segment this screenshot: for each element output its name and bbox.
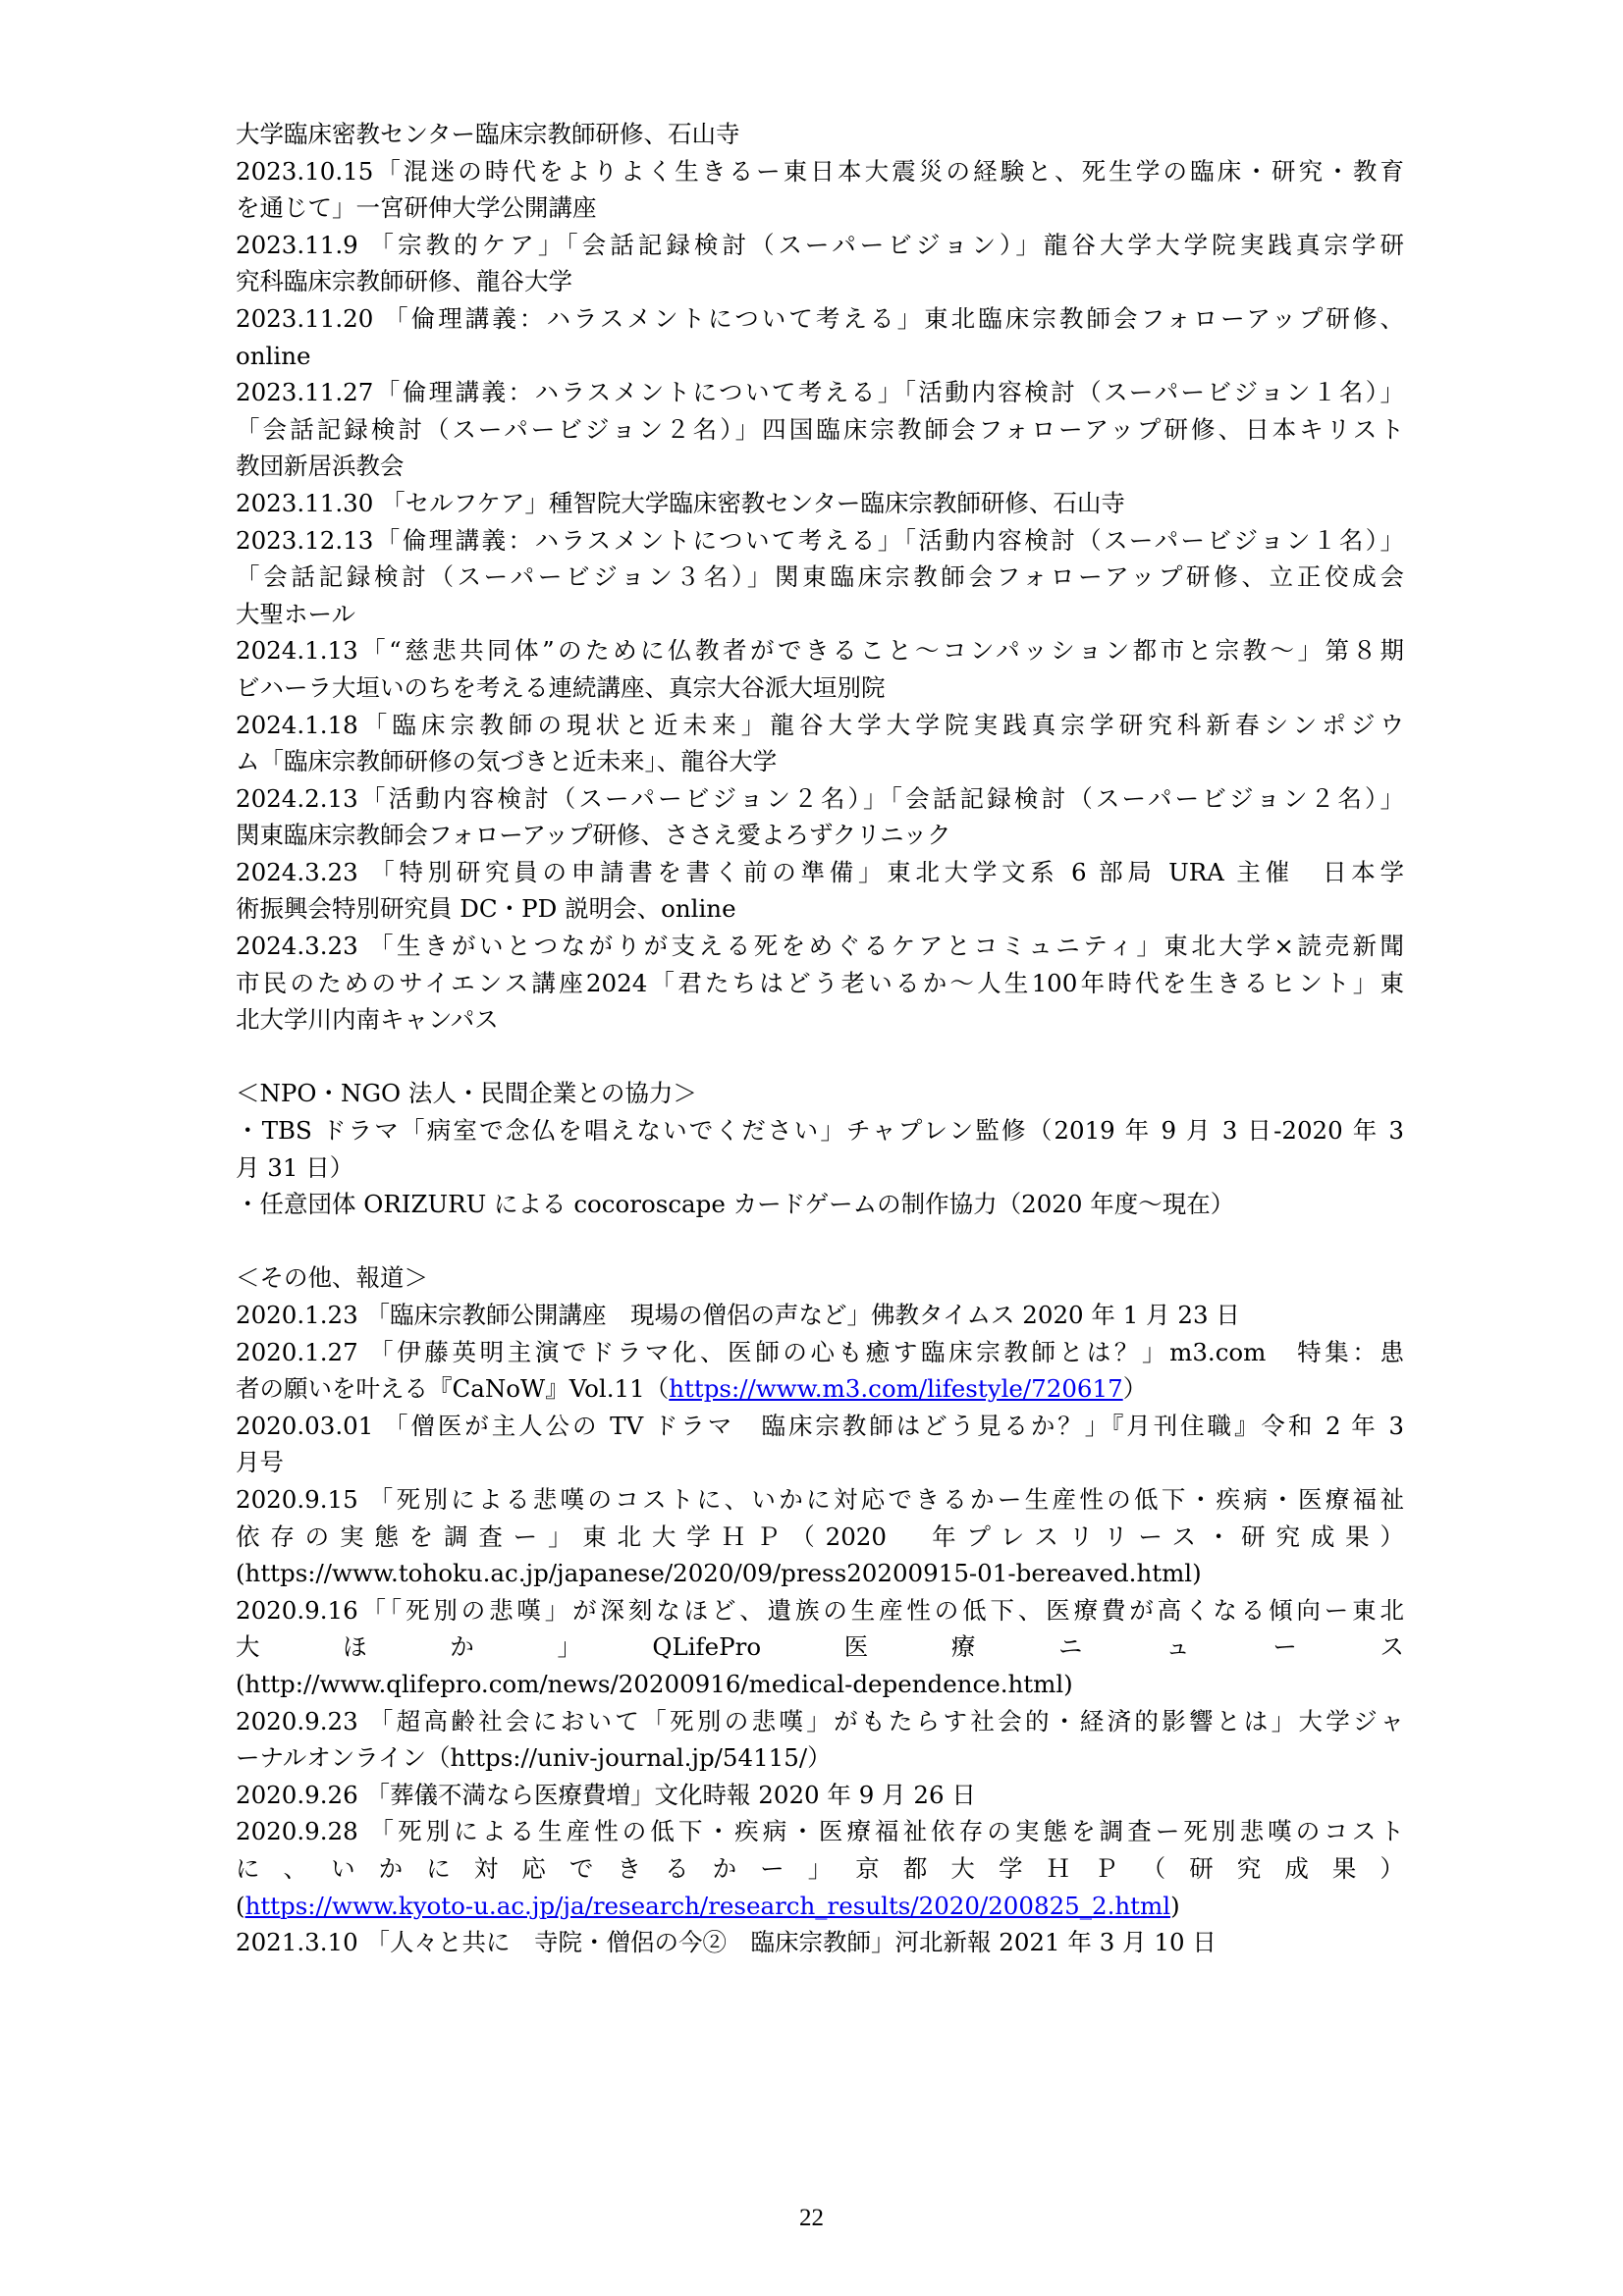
- lecture-entry-line-text: 2024.2.13「活動内容検討（スーパービジョン２名）」「会話記録検討（スーパービジョン２名）」: [236, 783, 1404, 813]
- lecture-entry-line-text: 2023.10.15「混迷の時代をよりよく生きるー東日本大震災の経験と、死生学の臨床・研究・教育: [236, 156, 1404, 186]
- lecture-entry-line: [236, 153, 1404, 190]
- press-entry-line-text: 2020.9.16「「死別の悲嘆」が深刻なほど、遺族の生産性の低下、医療費が高くなる傾向ー東北: [236, 1595, 1404, 1625]
- lecture-entry-line-text: 2023.11.9 「宗教的ケア」「会話記録検討（スーパービジョン）」龍谷大学大学院実践真宗学研: [236, 230, 1404, 259]
- press-entry-line: [236, 1703, 1404, 1740]
- press-entry-line-text-tail: ): [1170, 1891, 1180, 1920]
- lecture-entry-line-text: 2023.11.30 「セルフケア」種智院大学臨床密教センター臨床宗教師研修、石山寺: [236, 488, 1125, 517]
- lecture-entry-line-text: 教団新居浜教会: [236, 452, 405, 481]
- collaboration-entry-line: [236, 1186, 1404, 1223]
- press-entry-line: [236, 1334, 1404, 1371]
- lecture-entry-line: [236, 559, 1404, 596]
- hyperlink[interactable]: https://www.m3.com/lifestyle/720617: [669, 1374, 1123, 1404]
- press-entry-line-text: 月号: [236, 1448, 284, 1477]
- lecture-entry-line: [236, 522, 1404, 560]
- press-entry-line-text: (https://www.tohoku.ac.jp/japanese/2020/09/press20200915-01-bereaved.html): [236, 1559, 1202, 1588]
- page-number: 22: [799, 2205, 824, 2231]
- lecture-entry-line: [236, 928, 1404, 965]
- press-entry-line: [236, 1592, 1404, 1629]
- press-entry-line-text: 2020.9.26 「葬儀不満なら医療費増」文化時報 2020 年 9 月 26 日: [236, 1780, 976, 1809]
- lecture-entry-line-text: 2023.11.20 「倫理講義：ハラスメントについて考える」東北臨床宗教師会フォローアップ研修、: [236, 303, 1404, 333]
- lecture-entry-line-text: ム「臨床宗教師研修の気づきと近未来」、龍谷大学: [236, 747, 778, 776]
- lecture-entry-line-text: 2023.12.13「倫理講義：ハラスメントについて考える」「活動内容検討（スーパービジョン１名）」: [236, 525, 1404, 555]
- lecture-entry-line: [236, 189, 1404, 227]
- press-entry-line: [236, 1444, 1404, 1481]
- lecture-entry-line: [236, 743, 1404, 780]
- lecture-entry-line: [236, 300, 1404, 338]
- lecture-entry-line: [236, 596, 1404, 633]
- press-entry-line-text: 2020.9.28 「死別による生産性の低下・疾病・医療福祉依存の実態を調査ー死別悲嘆のコスト: [236, 1817, 1404, 1846]
- press-entry-line: [236, 1555, 1404, 1592]
- press-entry-line-text: 2020.1.27 「伊藤英明主演でドラマ化、医師の心も癒す臨床宗教師とは？」m3.com 特集：患: [236, 1337, 1404, 1366]
- lecture-entry-line-text: 関東臨床宗教師会フォローアップ研修、ささえ愛よろずクリニック: [236, 821, 951, 850]
- collaboration-entry-line-text: ・TBS ドラマ「病室で念仏を唱えないでください」チャプレン監修（2019 年 9 月 3 日-2020 年 3: [236, 1116, 1404, 1146]
- press-entry-line: [236, 1777, 1404, 1814]
- lecture-entry-line-text: 北大学川内南キャンパス: [236, 1005, 499, 1035]
- press-entry-line: [236, 1888, 1404, 1925]
- press-entry-line-text: (: [236, 1891, 245, 1920]
- lecture-entry-line: [236, 890, 1404, 928]
- lecture-entry-line-text: online: [236, 341, 311, 370]
- spacer: [236, 1223, 1404, 1260]
- lecture-entry-line: [236, 780, 1404, 818]
- lecture-entry-line-text: ビハーラ大垣いのちを考える連続講座、真宗大谷派大垣別院: [236, 672, 886, 702]
- press-coverage-list: [236, 1297, 1404, 1961]
- press-entry-line: [236, 1370, 1404, 1408]
- press-entry-line-text: 2020.1.23 「臨床宗教師公開講座 現場の僧侶の声など」佛教タイムス 2020 年 1 月 23 日: [236, 1301, 1240, 1329]
- hyperlink[interactable]: https://www.kyoto-u.ac.jp/ja/research/research_results/2020/200825_2.html: [244, 1891, 1171, 1920]
- lecture-entry-line: [236, 965, 1404, 1002]
- lecture-entry-line: [236, 632, 1404, 669]
- press-entry-line: [236, 1297, 1404, 1334]
- press-entry-line: [236, 1519, 1404, 1556]
- lecture-entry-line-text: 2024.1.13「“慈悲共同体”のために仏教者ができること〜コンパッション都市と宗教〜」第８期: [236, 636, 1404, 666]
- press-entry-line-text-tail: ）: [1122, 1374, 1148, 1404]
- press-entry-line-text: 大 ほ か 」 QLifePro 医 療 ニ ュ ー ス: [236, 1632, 1404, 1662]
- lecture-entry-line-text: 術振興会特別研究員 DC・PD 説明会、online: [236, 894, 736, 924]
- lecture-entry-line: [236, 338, 1404, 375]
- press-entry-line: [236, 1629, 1404, 1666]
- lecture-entry-line: [236, 854, 1404, 891]
- press-entry-line: [236, 1850, 1404, 1888]
- press-entry-line-text: 者の願いを叶える『CaNoW』Vol.11（: [236, 1374, 670, 1404]
- section-heading-npo: ＜NPO・NGO 法人・民間企業との協力＞: [236, 1079, 697, 1108]
- lecture-entry-line-text: 「会話記録検討（スーパービジョン３名）」関東臨床宗教師会フォローアップ研修、立正佼成会: [236, 562, 1404, 592]
- press-entry-line: [236, 1408, 1404, 1445]
- spacer: [236, 1039, 1404, 1076]
- lecture-entry-line: [236, 817, 1404, 854]
- press-entry-line-text: 2021.3.10 「人々と共に 寺院・僧侶の今② 臨床宗教師」河北新報 2021 年 3 月 10 日: [236, 1928, 1217, 1957]
- collaboration-entry-line: [236, 1149, 1404, 1187]
- lecture-entry-line-text: 大学臨床密教センター臨床宗教師研修、石山寺: [236, 120, 740, 148]
- collaboration-entry-line: [236, 1112, 1404, 1149]
- lecture-entry-line-text: 2023.11.27「倫理講義：ハラスメントについて考える」「活動内容検討（スーパービジョン１名）」: [236, 378, 1404, 407]
- collaboration-entry-line-text: ・任意団体 ORIZURU による cocoroscape カードゲームの制作協力（2020 年度〜現在）: [236, 1190, 1235, 1219]
- press-entry-line: [236, 1813, 1404, 1850]
- lecture-entry-line: [236, 227, 1404, 264]
- press-entry-line-text: 依存の実態を調査ー」東北大学ＨＰ（2020 年プレスリリース・研究成果）: [236, 1522, 1404, 1551]
- press-entry-line-text: (http://www.qlifepro.com/news/20200916/medical-dependence.html): [236, 1669, 1073, 1698]
- press-entry-line-text: 2020.9.23 「超高齢社会において「死別の悲嘆」がもたらす社会的・経済的影響とは」大学ジャ: [236, 1706, 1404, 1735]
- press-entry-line: [236, 1481, 1404, 1519]
- press-entry-line: [236, 1739, 1404, 1777]
- lecture-entry-line: [236, 669, 1404, 707]
- press-entry-line-text: 2020.9.15 「死別による悲嘆のコストに、いかに対応できるかー生産性の低下・疾病・医療福祉: [236, 1484, 1404, 1514]
- lecture-entry-line: [236, 707, 1404, 744]
- document-body: [236, 116, 1404, 1961]
- lecture-entry-line-text: 大聖ホール: [236, 599, 356, 628]
- lecture-entry-line: [236, 374, 1404, 411]
- lecture-entry-line: [236, 116, 1404, 153]
- lecture-entry-line: [236, 1001, 1404, 1039]
- press-entry-line: [236, 1666, 1404, 1703]
- lecture-entry-line-text: 究科臨床宗教師研修、龍谷大学: [236, 267, 572, 296]
- lecture-entry-line-text: 2024.3.23 「特別研究員の申請書を書く前の準備」東北大学文系 6 部局 URA 主催 日本学: [236, 857, 1404, 886]
- lecture-entry-line: [236, 485, 1404, 522]
- lecture-entry-line-text: 「会話記録検討（スーパービジョン２名）」四国臨床宗教師会フォローアップ研修、日本キリスト: [236, 414, 1404, 444]
- lecture-entry-line-text: を通じて」一宮研伸大学公開講座: [236, 193, 597, 223]
- press-entry-line-text: に、いかに対応できるかー」京都大学ＨＰ（研究成果）: [236, 1853, 1404, 1883]
- lecture-entry-line-text: 2024.3.23 「生きがいとつながりが支える死をめぐるケアとコミュニティ」東北大学×読売新聞: [236, 932, 1404, 961]
- lecture-entry-line: [236, 263, 1404, 300]
- lecture-entry-line: [236, 411, 1404, 449]
- collaboration-entry-line-text: 月 31 日）: [236, 1152, 354, 1182]
- lecture-list: [236, 116, 1404, 1039]
- lecture-entry-line: [236, 448, 1404, 485]
- press-entry-line-text: 2020.03.01 「僧医が主人公の TV ドラマ 臨床宗教師はどう見るか？」『月刊住職』令和 2 年 3: [236, 1411, 1404, 1440]
- section-heading-press: ＜その他、報道＞: [236, 1263, 428, 1293]
- press-entry-line-text: ーナルオンライン（https://univ-journal.jp/54115/）: [236, 1743, 832, 1773]
- press-entry-line: [236, 1924, 1404, 1961]
- lecture-entry-line-text: 2024.1.18「臨床宗教師の現状と近未来」龍谷大学大学院実践真宗学研究科新春シンポジウ: [236, 710, 1404, 739]
- lecture-entry-line-text: 市民のためのサイエンス講座2024「君たちはどう老いるか〜人生100年時代を生きるヒント」東: [236, 968, 1404, 997]
- npo-collaboration-list: [236, 1112, 1404, 1223]
